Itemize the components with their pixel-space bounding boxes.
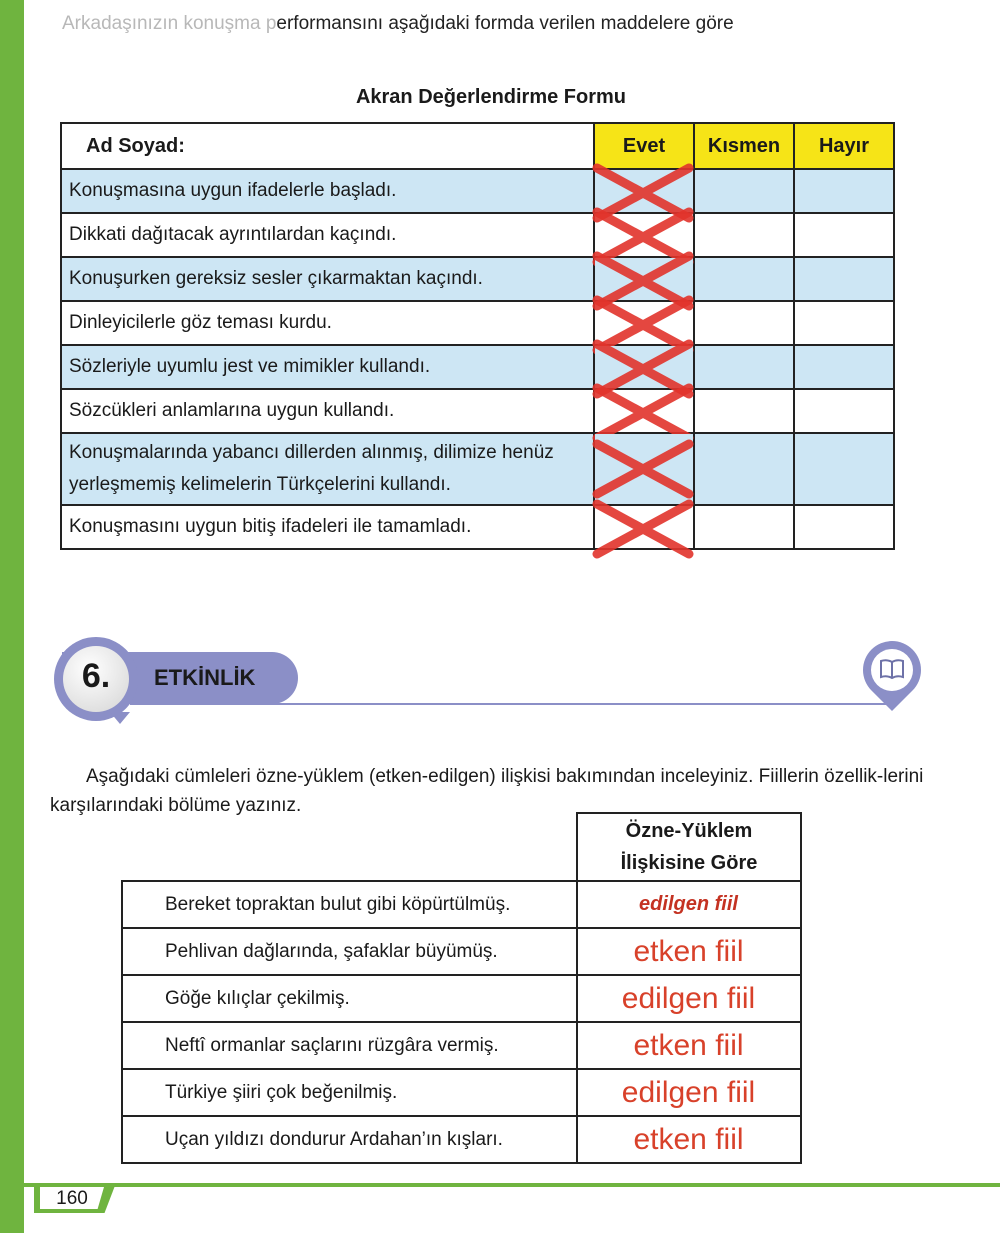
header-blank-cell: [122, 813, 577, 881]
column-header-line1: Özne-Yüklem: [625, 820, 753, 842]
sentence-text: Türkiye şiiri çok beğenilmiş.: [122, 1069, 577, 1116]
criterion-text: Dinleyicilerle göz teması kurdu.: [61, 301, 594, 345]
kismen-cell[interactable]: [694, 433, 794, 505]
table-row: [61, 213, 894, 257]
table-row: [61, 389, 894, 433]
form-title: Akran Değerlendirme Formu: [355, 86, 627, 108]
intro-faded-text: Arkadaşınızın konuşma p: [62, 13, 277, 34]
kismen-cell[interactable]: [694, 389, 794, 433]
answer-cell[interactable]: etken fiil: [577, 1116, 801, 1163]
name-label: Ad Soyad:: [61, 123, 594, 169]
evet-cell[interactable]: [594, 389, 694, 433]
criterion-text: Konuşmasını uygun bitiş ifadeleri ile tamamladı.: [61, 505, 594, 549]
intro-main-text: erformansını aşağıdaki formda verilen maddelere göre: [276, 13, 734, 34]
page-number: 160: [56, 1188, 88, 1209]
activity-label: ETKİNLİK: [154, 665, 256, 690]
activity-table: [121, 812, 802, 1164]
sentence-text: Neftî ormanlar saçlarını rüzgâra vermiş.: [122, 1022, 577, 1069]
peer-evaluation-table: [60, 122, 895, 550]
sentence-text: Göğe kılıçlar çekilmiş.: [122, 975, 577, 1022]
hayir-cell[interactable]: [794, 389, 894, 433]
activity-badge-tail: [110, 712, 130, 724]
table-row: [122, 881, 801, 928]
table-row: [61, 301, 894, 345]
answer-cell[interactable]: etken fiil: [577, 928, 801, 975]
x-mark-icon: [591, 498, 695, 560]
table-row: [122, 1116, 801, 1163]
table-row: [61, 345, 894, 389]
kismen-cell[interactable]: [694, 301, 794, 345]
criterion-text: Sözcükleri anlamlarına uygun kullandı.: [61, 389, 594, 433]
page-edge-bar: [0, 0, 24, 1233]
kismen-cell[interactable]: [694, 257, 794, 301]
sentence-text: Pehlivan dağlarında, şafaklar büyümüş.: [122, 928, 577, 975]
criterion-text: Dikkati dağıtacak ayrıntılardan kaçındı.: [61, 213, 594, 257]
table-row: [122, 1069, 801, 1116]
table-row: [61, 433, 894, 505]
evet-cell[interactable]: [594, 505, 694, 549]
column-evet: Evet: [594, 123, 694, 169]
criterion-text-line1: Konuşmalarında yabancı dillerden alınmış, dilimize henüz: [69, 442, 554, 463]
criterion-text: Sözleriyle uyumlu jest ve mimikler kullandı.: [61, 345, 594, 389]
table-row: [61, 169, 894, 213]
book-icon: [879, 657, 905, 681]
activity-divider: [130, 703, 892, 705]
criterion-text-line2: yerleşmemiş kelimelerin Türkçelerini kullandı.: [69, 474, 451, 495]
column-header-line2: İlişkisine Göre: [620, 852, 758, 874]
table-row: [122, 928, 801, 975]
criterion-text: Konuşmasına uygun ifadelerle başladı.: [61, 169, 594, 213]
kismen-cell[interactable]: [694, 505, 794, 549]
hayir-cell[interactable]: [794, 257, 894, 301]
evet-cell[interactable]: [594, 433, 694, 505]
answer-cell[interactable]: edilgen fiil: [577, 881, 801, 928]
x-mark-icon: [591, 438, 695, 500]
table-row: [122, 1022, 801, 1069]
sentence-text: Bereket topraktan bulut gibi köpürtülmüş.: [122, 881, 577, 928]
column-hayir: Hayır: [794, 123, 894, 169]
hayir-cell[interactable]: [794, 433, 894, 505]
table-row: [122, 975, 801, 1022]
sentence-text: Uçan yıldızı dondurur Ardahan’ın kışları.: [122, 1116, 577, 1163]
table-row: [61, 505, 894, 549]
answer-cell[interactable]: edilgen fiil: [577, 1069, 801, 1116]
kismen-cell[interactable]: [694, 345, 794, 389]
page-bottom-bar: [0, 1183, 1000, 1187]
kismen-cell[interactable]: [694, 213, 794, 257]
table-row: [61, 257, 894, 301]
activity-table-header: [122, 813, 801, 881]
table-header-row: [61, 123, 894, 169]
hayir-cell[interactable]: [794, 345, 894, 389]
hayir-cell[interactable]: [794, 169, 894, 213]
criterion-text: Konuşurken gereksiz sesler çıkarmaktan kaçındı.: [61, 257, 594, 301]
activity-number: 6.: [81, 657, 111, 695]
activity-instructions: Aşağıdaki cümleleri özne-yüklem (etken-edilgen) ilişkisi bakımından inceleyiniz. Fiillerin özellik-lerini karşılarındaki bölüme yazınız.: [50, 766, 924, 816]
answer-cell[interactable]: etken fiil: [577, 1022, 801, 1069]
hayir-cell[interactable]: [794, 213, 894, 257]
intro-text: [62, 13, 734, 35]
criterion-text: [61, 433, 594, 505]
answer-cell[interactable]: edilgen fiil: [577, 975, 801, 1022]
kismen-cell[interactable]: [694, 169, 794, 213]
column-kismen: Kısmen: [694, 123, 794, 169]
hayir-cell[interactable]: [794, 505, 894, 549]
column-header: [577, 813, 801, 881]
hayir-cell[interactable]: [794, 301, 894, 345]
